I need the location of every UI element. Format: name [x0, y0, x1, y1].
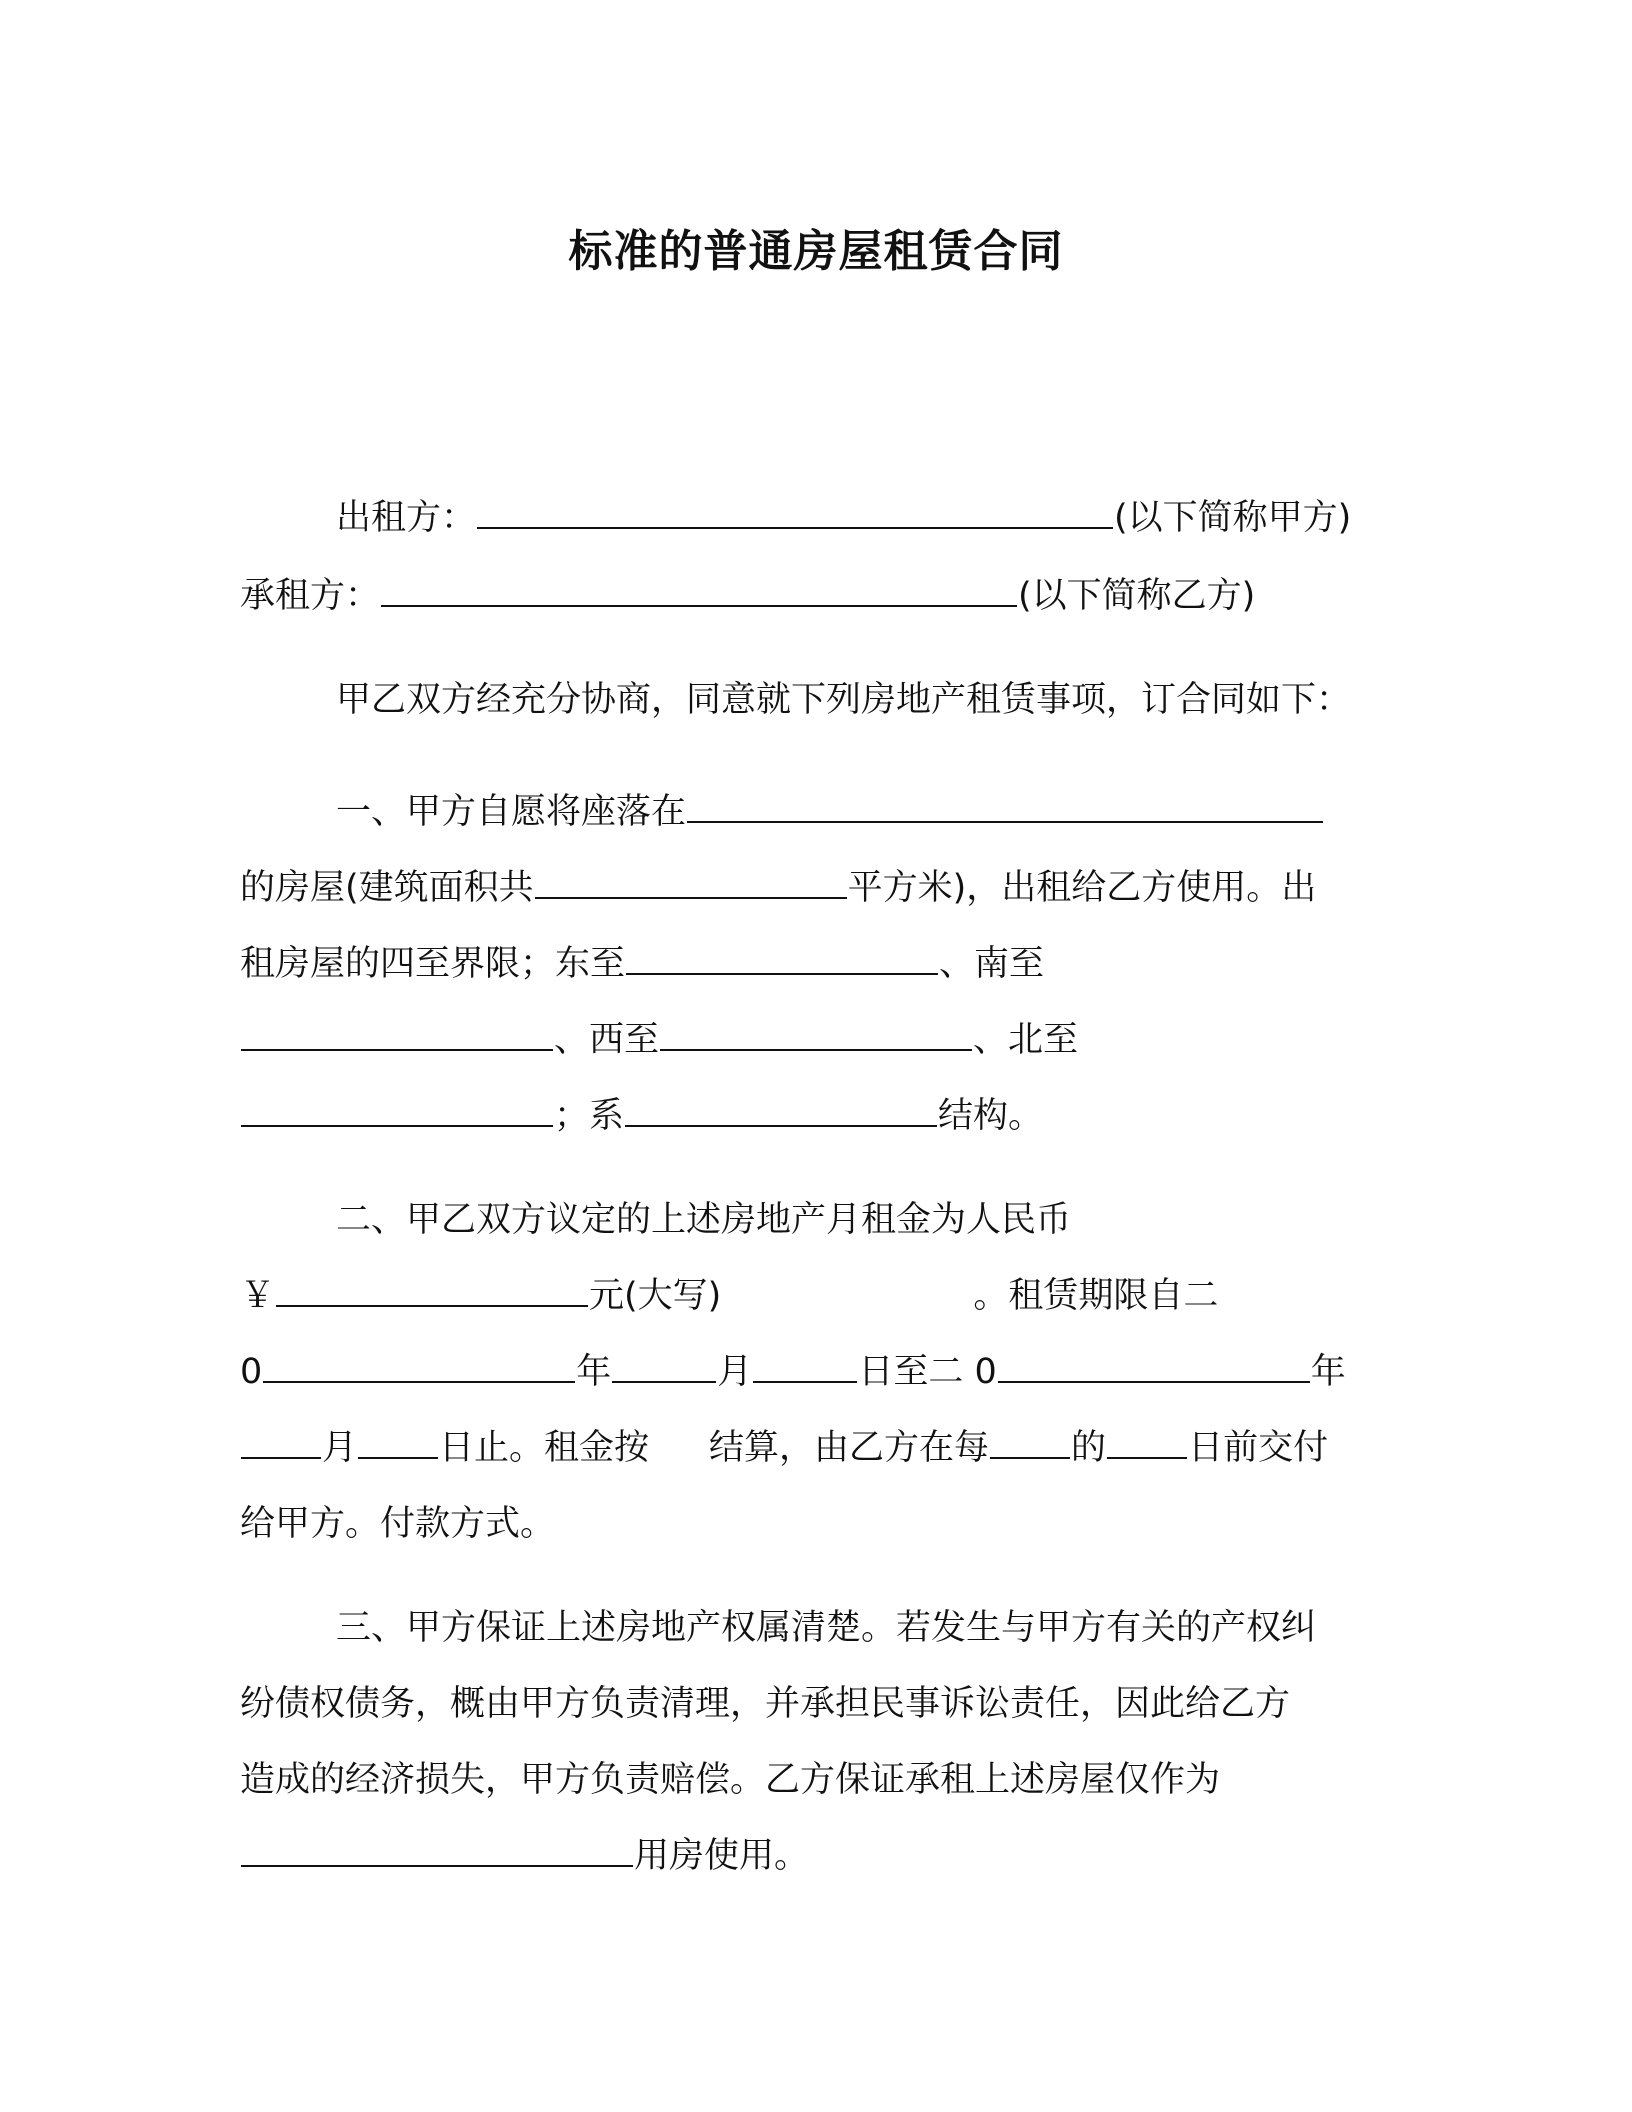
clause2-text-end-month: 月: [322, 1428, 358, 1468]
clause2-text-year: 年: [576, 1352, 612, 1392]
clause1-text-structure: ；系: [554, 1096, 625, 1136]
clause2-text-to: 日至二 0: [858, 1352, 997, 1392]
document-title: 标准的普通房屋租赁合同: [568, 226, 1064, 277]
clause3-line4: [240, 1830, 1420, 1882]
start-month-blank: [612, 1351, 716, 1383]
clause3-line2: 纷债权债务，概由甲方负责清理，并承担民事诉讼责任，因此给乙方: [240, 1684, 1291, 1724]
clause2-line5: 给甲方。付款方式。: [240, 1504, 556, 1544]
clause2-text-zero: 0: [240, 1352, 263, 1392]
clause3-line1: 三、甲方保证上述房地产权属清楚。若发生与甲方有关的产权纠: [336, 1608, 1317, 1648]
clause2-line3: [240, 1346, 1420, 1398]
clause2-text-end: 日止。租金按: [439, 1428, 650, 1468]
clause1-text-structure-end: 结构。: [938, 1096, 1044, 1136]
clause1-text-rent-out: 平方米)，出租给乙方使用。出: [847, 868, 1317, 908]
clause1-line3: [240, 938, 1420, 990]
clause1-line2: [240, 862, 1420, 914]
preamble: 甲乙双方经充分协商，同意就下列房地产租赁事项，订合同如下：: [336, 680, 1352, 720]
clause2-line2: [240, 1270, 1420, 1322]
clause2-text-before: 日前交付: [1188, 1428, 1329, 1468]
clause3-text-usage: 用房使用。: [634, 1836, 810, 1876]
lessor-label: 出租方：: [336, 498, 477, 538]
west-blank: [660, 1019, 972, 1051]
clause2-text-of: 的: [1071, 1428, 1107, 1468]
location-blank: [687, 791, 1323, 823]
clause1-line4: [240, 1014, 1420, 1066]
clause2-text-period: 。租赁期限自二: [973, 1276, 1219, 1316]
end-month-blank: [241, 1427, 321, 1459]
usage-blank: [241, 1835, 633, 1867]
clause3-line3: 造成的经济损失，甲方负责赔偿。乙方保证承租上述房屋仅作为: [240, 1760, 1221, 1800]
clause2-text-capital: 元(大写): [589, 1276, 722, 1316]
clause1-text-south: 、南至: [939, 944, 1045, 984]
lessee-blank: [381, 575, 1017, 607]
yuan-symbol: ￥: [240, 1276, 276, 1316]
end-day-blank: [358, 1427, 438, 1459]
start-day-blank: [753, 1351, 857, 1383]
structure-blank: [625, 1095, 937, 1127]
clause1-line1: [336, 786, 1516, 838]
clause1-text-area: 的房屋(建筑面积共: [240, 868, 534, 908]
lessee-label: 承租方：: [240, 576, 381, 616]
clause2-line1: 二、甲乙双方议定的上述房地产月租金为人民币: [336, 1200, 1072, 1240]
clause1-text-north: 、北至: [973, 1020, 1079, 1060]
clause1-text-east: 租房屋的四至界限；东至: [240, 944, 626, 984]
pay-period-blank: [990, 1427, 1070, 1459]
south-blank: [241, 1019, 553, 1051]
start-year-blank: [263, 1351, 575, 1383]
clause1-text-location: 一、甲方自愿将座落在: [336, 792, 687, 832]
lessor-blank: [477, 497, 1113, 529]
clause2-text-month: 月: [717, 1352, 753, 1392]
clause2-line4: [240, 1422, 1420, 1474]
clause2-text-end-year: 年: [1310, 1352, 1346, 1392]
clause1-line5: [240, 1090, 1420, 1142]
rent-amount-blank: [276, 1275, 588, 1307]
lessee-line: [240, 570, 1420, 622]
lessor-suffix: (以下简称甲方): [1114, 498, 1352, 538]
east-blank: [626, 943, 938, 975]
lessor-line: [336, 492, 1516, 544]
lessee-suffix: (以下简称乙方): [1018, 576, 1256, 616]
end-year-blank: [998, 1351, 1310, 1383]
clause2-text-settle: 结算，由乙方在每: [709, 1428, 990, 1468]
pay-day-blank: [1107, 1427, 1187, 1459]
north-blank: [241, 1095, 553, 1127]
area-blank: [535, 867, 847, 899]
clause1-text-west: 、西至: [554, 1020, 660, 1060]
